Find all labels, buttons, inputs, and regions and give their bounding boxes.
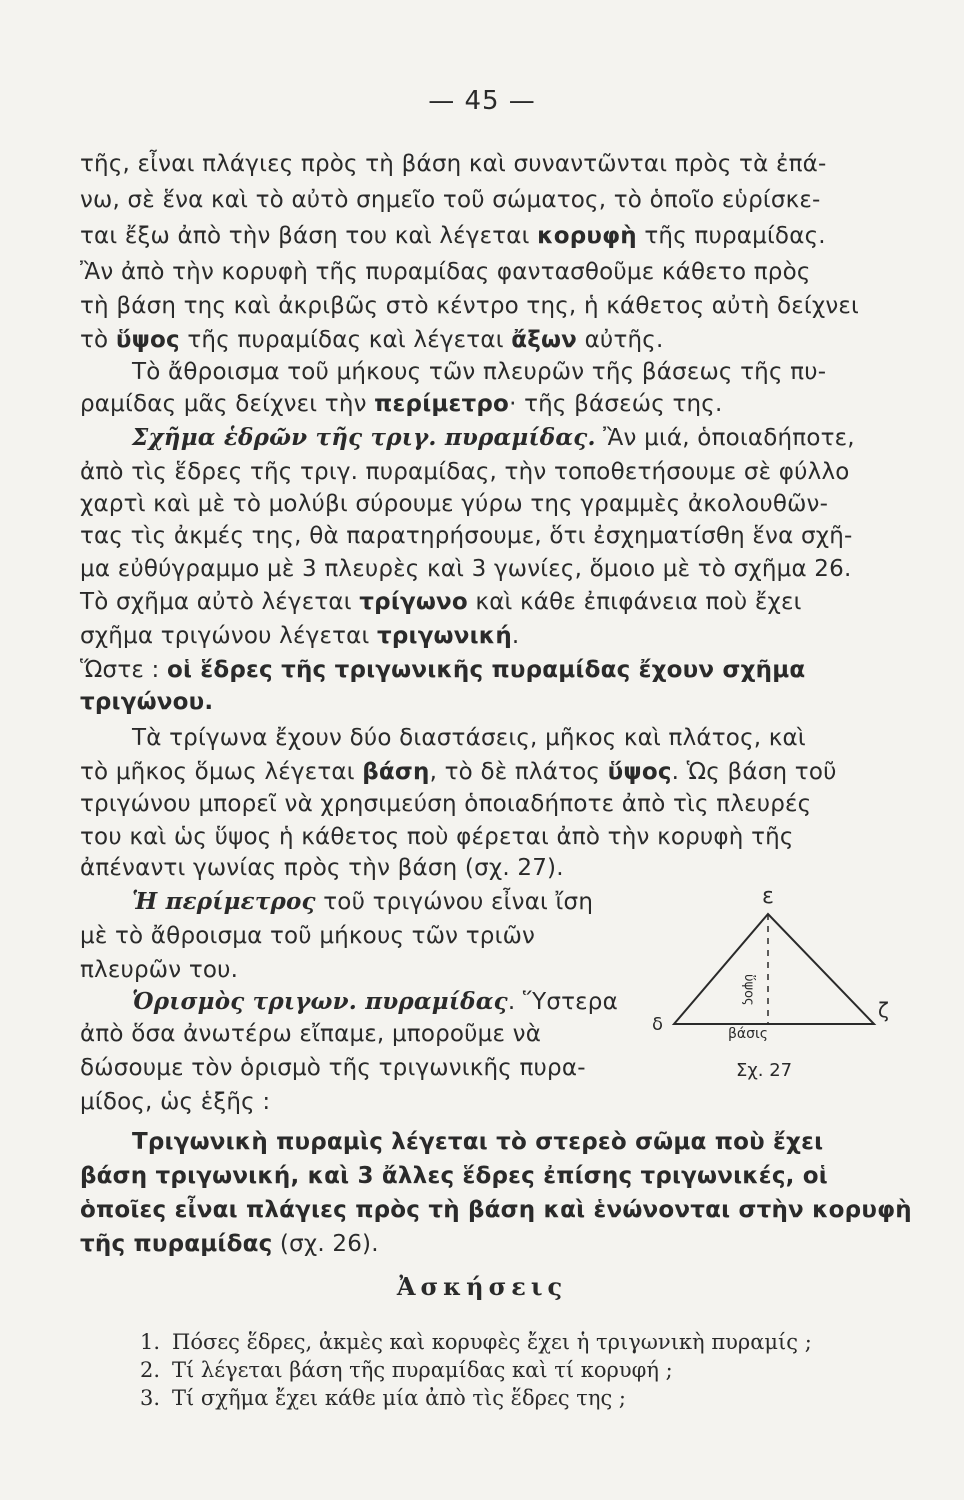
vertex-label-top: ε bbox=[762, 884, 774, 909]
vertex-label-right: ζ bbox=[878, 998, 889, 1022]
text-line: ἀπέναντι γωνίας πρὸς τὴν βάση (σχ. 27). bbox=[80, 855, 564, 881]
exercises-title: Ἀσκήσεις bbox=[396, 1272, 568, 1301]
text-line: τριγώνου μπορεῖ νὰ χρησιμεύση ὁποιαδήποτε ἀπὸ τὶς πλευρές bbox=[80, 791, 812, 817]
section-heading: Σχῆμα ἑδρῶν τῆς τριγ. πυραμίδας. bbox=[132, 424, 596, 451]
text-line: τας τὶς ἀκμές της, θὰ παρατηρήσουμε, ὅτι ἐσχηματίσθη ἕνα σχῆ- bbox=[80, 523, 853, 549]
text-line: Τὰ τρίγωνα ἔχουν δύο διαστάσεις, μῆκος καὶ πλάτος, καὶ bbox=[132, 725, 806, 751]
text-line: ἀπὸ τὶς ἕδρες τῆς τριγ. πυραμίδας, τὴν τοποθετήσουμε σὲ φύλλο bbox=[80, 459, 850, 485]
text-line: πλευρῶν του. bbox=[80, 957, 239, 983]
text-line: του καὶ ὡς ὕψος ἡ κάθετος ποὺ φέρεται ἀπὸ τὴν κορυφὴ τῆς bbox=[80, 824, 794, 850]
exercise-number: 3. bbox=[140, 1386, 161, 1410]
text-span: Ἂν μιά, ὁποιαδήποτε, bbox=[595, 425, 855, 451]
text-line bbox=[80, 324, 663, 356]
text-span: ραμίδας μᾶς δείχνει τὴν bbox=[80, 391, 375, 417]
text-span: Τὸ σχῆμα αὐτὸ λέγεται bbox=[80, 589, 360, 615]
text-line: Ἂν ἀπὸ τὴν κορυφὴ τῆς πυραμίδας φαντασθοῦμε κάθετο πρὸς bbox=[80, 259, 811, 285]
base-label: βάσις bbox=[728, 1026, 768, 1042]
text-line: μα εὐθύγραμμο μὲ 3 πλευρὲς καὶ 3 γωνίες, ὅμοιο μὲ τὸ σχῆμα 26. bbox=[80, 556, 852, 582]
height-label: ὕψος bbox=[741, 974, 756, 1006]
text-line bbox=[80, 388, 722, 420]
text-line bbox=[80, 586, 802, 618]
text-span: τοῦ τριγώνου εἶναι ἴση bbox=[315, 889, 594, 915]
exercise-number: 2. bbox=[140, 1358, 161, 1382]
exercise-item bbox=[140, 1356, 673, 1384]
text-span: · τῆς βάσεώς της. bbox=[509, 391, 723, 417]
text-span: τὸ μῆκος ὅμως λέγεται bbox=[80, 759, 363, 785]
text-span: . bbox=[511, 623, 520, 649]
term-ypsos: ὕψος bbox=[115, 327, 180, 353]
term-perimetros: περίμετρο bbox=[374, 391, 510, 417]
definition-line: Τριγωνικὴ πυραμὶς λέγεται τὸ στερεὸ σῶμα ποὺ ἔχει bbox=[132, 1129, 824, 1155]
conclusion-bold: οἱ ἕδρες τῆς τριγωνικῆς πυραμίδας ἔχουν σχῆμα bbox=[167, 657, 806, 683]
text-line: μὲ τὸ ἄθροισμα τοῦ μήκους τῶν τριῶν bbox=[80, 923, 536, 949]
text-line: χαρτὶ καὶ μὲ τὸ μολύβι σύρουμε γύρω της γραμμὲς ἀκολουθῶν- bbox=[80, 491, 829, 517]
text-span: καὶ κάθε ἐπιφάνεια ποὺ ἔχει bbox=[467, 589, 802, 615]
text-span: ται ἔξω ἀπὸ τὴν βάση του καὶ λέγεται bbox=[80, 223, 538, 249]
section-heading: Ὁρισμὸς τριγων. πυραμίδας bbox=[132, 988, 508, 1015]
figure-27-triangle bbox=[648, 882, 908, 1082]
exercise-number: 1. bbox=[140, 1330, 161, 1354]
text-span: , τὸ δὲ πλάτος bbox=[429, 759, 608, 785]
text-line bbox=[80, 654, 805, 686]
exercise-text: Πόσες ἕδρες, ἀκμὲς καὶ κορυφὲς ἔχει ἡ τριγωνικὴ πυραμίς ; bbox=[172, 1330, 812, 1354]
exercise-item bbox=[140, 1328, 812, 1356]
text-line bbox=[80, 620, 519, 652]
text-span: . Ὡς βάση τοῦ bbox=[671, 759, 837, 785]
text-line bbox=[132, 422, 855, 454]
term-korifi: κορυφὴ bbox=[537, 223, 637, 249]
text-span: . Ὕστερα bbox=[507, 989, 618, 1015]
text-line bbox=[80, 686, 213, 718]
text-span: αὐτῆς. bbox=[577, 327, 664, 353]
text-line: τῆς, εἶναι πλάγιες πρὸς τὴ βάση καὶ συναντῶνται πρὸς τὰ ἐπά- bbox=[80, 151, 827, 177]
text-line: τὴ βάση της καὶ ἀκριβῶς στὸ κέντρο της, ἡ κάθετος αὐτὴ δείχνει bbox=[80, 293, 860, 319]
text-line: δώσουμε τὸν ὁρισμὸ τῆς τριγωνικῆς πυρα- bbox=[80, 1055, 586, 1081]
definition-bold: τῆς πυραμίδας bbox=[80, 1231, 273, 1257]
term-ypsos: ὕψος bbox=[607, 759, 672, 785]
term-trigoniki: τριγωνική bbox=[376, 623, 512, 649]
text-line: ἀπὸ ὅσα ἀνωτέρω εἴπαμε, μποροῦμε νὰ bbox=[80, 1021, 542, 1047]
text-span: (σχ. 26). bbox=[272, 1231, 379, 1257]
term-trigono: τρίγωνο bbox=[359, 589, 468, 615]
text-line bbox=[80, 756, 837, 788]
text-line: νω, σὲ ἕνα καὶ τὸ αὐτὸ σημεῖο τοῦ σώματος, τὸ ὁποῖο εὑρίσκε- bbox=[80, 187, 821, 213]
triangle-shape bbox=[674, 914, 874, 1024]
triangle-diagram bbox=[648, 882, 908, 1082]
text-span: σχῆμα τριγώνου λέγεται bbox=[80, 623, 377, 649]
text-line bbox=[80, 220, 826, 252]
text-span: τὸ bbox=[80, 327, 116, 353]
exercise-text: Τί λέγεται βάση τῆς πυραμίδας καὶ τί κορυφή ; bbox=[172, 1358, 673, 1382]
text-span: τῆς πυραμίδας καὶ λέγεται bbox=[179, 327, 512, 353]
exercise-item bbox=[140, 1384, 626, 1412]
definition-line bbox=[80, 1228, 379, 1260]
term-axon: ἄξων bbox=[511, 327, 578, 353]
text-span: τῆς πυραμίδας. bbox=[636, 223, 826, 249]
definition-line: βάση τριγωνική, καὶ 3 ἄλλες ἕδρες ἐπίσης τριγωνικές, οἱ bbox=[80, 1163, 828, 1189]
text-line: μίδος, ὡς ἑξῆς : bbox=[80, 1089, 271, 1115]
definition-line: ὁποῖες εἶναι πλάγιες πρὸς τὴ βάση καὶ ἑνώνονται στὴν κορυφὴ bbox=[80, 1197, 912, 1223]
text-line bbox=[132, 986, 618, 1018]
vertex-label-left: δ bbox=[652, 1014, 664, 1035]
exercise-text: Τί σχῆμα ἔχει κάθε μία ἀπὸ τὶς ἕδρες της ; bbox=[172, 1386, 626, 1410]
conclusion-bold: τριγώνου. bbox=[80, 689, 214, 715]
page-number: — 45 — bbox=[428, 86, 536, 116]
text-line bbox=[132, 886, 593, 918]
term-perimetros-heading: Ἡ περίμετρος bbox=[132, 888, 316, 915]
text-line: Τὸ ἄθροισμα τοῦ μήκους τῶν πλευρῶν τῆς βάσεως τῆς πυ- bbox=[132, 359, 827, 385]
figure-caption: Σχ. 27 bbox=[736, 1060, 793, 1081]
term-vasi: βάση bbox=[362, 759, 430, 785]
text-span: Ὥστε : bbox=[80, 657, 167, 683]
